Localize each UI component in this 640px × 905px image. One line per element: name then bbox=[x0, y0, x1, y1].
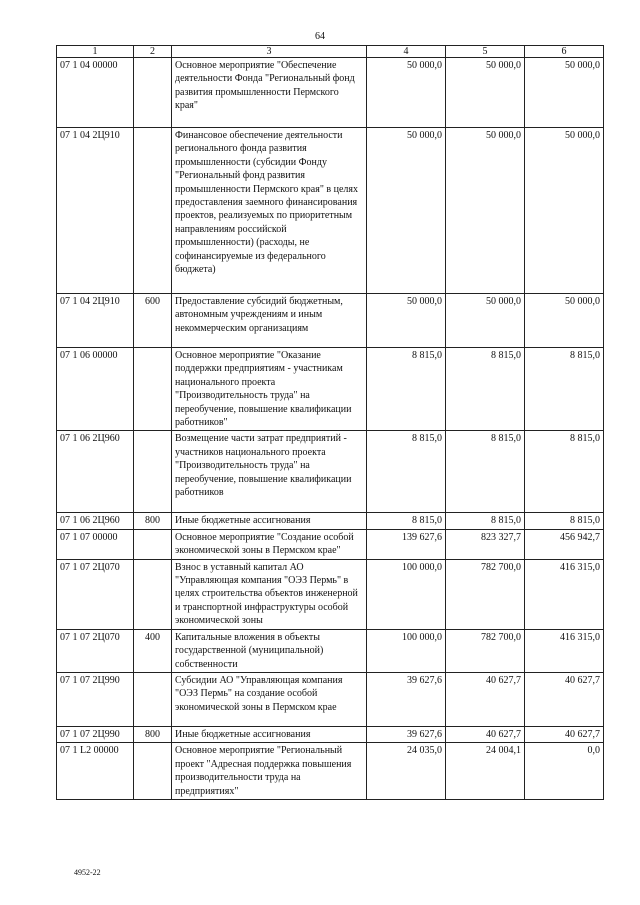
row-code: 07 1 07 2Ц990 bbox=[57, 672, 134, 726]
row-code: 07 1 06 2Ц960 bbox=[57, 431, 134, 513]
row-name: Капитальные вложения в объекты государственной (муниципальной) собственности bbox=[172, 629, 367, 672]
row-expense-type bbox=[134, 348, 172, 431]
row-expense-type bbox=[134, 529, 172, 559]
row-value-1: 39 627,6 bbox=[367, 672, 446, 726]
column-header-2: 2 bbox=[134, 46, 172, 58]
table-row bbox=[57, 672, 604, 726]
row-expense-type bbox=[134, 58, 172, 128]
column-header-5: 5 bbox=[446, 46, 525, 58]
column-header-6: 6 bbox=[525, 46, 604, 58]
row-value-1: 24 035,0 bbox=[367, 743, 446, 800]
table-row bbox=[57, 743, 604, 800]
row-value-3: 8 815,0 bbox=[525, 513, 604, 529]
table-row bbox=[57, 559, 604, 629]
row-value-1: 50 000,0 bbox=[367, 294, 446, 348]
row-value-3: 416 315,0 bbox=[525, 559, 604, 629]
row-value-2: 50 000,0 bbox=[446, 128, 525, 294]
row-value-2: 8 815,0 bbox=[446, 513, 525, 529]
column-header-3: 3 bbox=[172, 46, 367, 58]
row-value-2: 823 327,7 bbox=[446, 529, 525, 559]
row-code: 07 1 07 2Ц990 bbox=[57, 726, 134, 742]
table-row bbox=[57, 128, 604, 294]
row-value-2: 50 000,0 bbox=[446, 294, 525, 348]
row-code: 07 1 07 00000 bbox=[57, 529, 134, 559]
row-code: 07 1 07 2Ц070 bbox=[57, 559, 134, 629]
row-expense-type: 400 bbox=[134, 629, 172, 672]
row-value-1: 139 627,6 bbox=[367, 529, 446, 559]
row-name: Основное мероприятие "Создание особой экономической зоны в Пермском крае" bbox=[172, 529, 367, 559]
row-value-2: 8 815,0 bbox=[446, 348, 525, 431]
row-name: Основное мероприятие "Обеспечение деятельности Фонда "Региональный фонд развития промышленности Пермского края" bbox=[172, 58, 367, 128]
row-name: Основное мероприятие "Оказание поддержки предприятиям - участникам национального проекта "Производительность труда" на переобучение, повышение квалификации работников" bbox=[172, 348, 367, 431]
row-name: Иные бюджетные ассигнования bbox=[172, 726, 367, 742]
row-value-3: 0,0 bbox=[525, 743, 604, 800]
row-value-1: 8 815,0 bbox=[367, 513, 446, 529]
row-code: 07 1 04 2Ц910 bbox=[57, 294, 134, 348]
row-name: Субсидии АО "Управляющая компания "ОЭЗ Пермь" на создание особой экономической зоны в Пермском крае bbox=[172, 672, 367, 726]
row-name: Основное мероприятие "Региональный проект "Адресная поддержка повышения производительности труда на предприятиях" bbox=[172, 743, 367, 800]
row-value-2: 782 700,0 bbox=[446, 629, 525, 672]
table-row bbox=[57, 726, 604, 742]
row-value-3: 40 627,7 bbox=[525, 726, 604, 742]
row-expense-type bbox=[134, 672, 172, 726]
row-value-1: 8 815,0 bbox=[367, 348, 446, 431]
row-code: 07 1 04 00000 bbox=[57, 58, 134, 128]
row-value-3: 416 315,0 bbox=[525, 629, 604, 672]
row-value-2: 50 000,0 bbox=[446, 58, 525, 128]
table-row bbox=[57, 58, 604, 128]
row-code: 07 1 L2 00000 bbox=[57, 743, 134, 800]
row-value-2: 8 815,0 bbox=[446, 431, 525, 513]
table-row bbox=[57, 431, 604, 513]
column-header-4: 4 bbox=[367, 46, 446, 58]
table-row bbox=[57, 348, 604, 431]
row-value-1: 100 000,0 bbox=[367, 629, 446, 672]
row-value-2: 40 627,7 bbox=[446, 726, 525, 742]
row-value-2: 40 627,7 bbox=[446, 672, 525, 726]
row-code: 07 1 07 2Ц070 bbox=[57, 629, 134, 672]
row-expense-type bbox=[134, 431, 172, 513]
row-name: Иные бюджетные ассигнования bbox=[172, 513, 367, 529]
row-value-3: 50 000,0 bbox=[525, 294, 604, 348]
row-value-2: 24 004,1 bbox=[446, 743, 525, 800]
row-code: 07 1 06 00000 bbox=[57, 348, 134, 431]
row-value-3: 8 815,0 bbox=[525, 348, 604, 431]
row-value-3: 456 942,7 bbox=[525, 529, 604, 559]
column-header-1: 1 bbox=[57, 46, 134, 58]
row-expense-type bbox=[134, 128, 172, 294]
row-name: Финансовое обеспечение деятельности регионального фонда развития промышленности (субсидии Фонду "Региональный фонд развития промышленности Пермского края" в целях предоставления заемного финансирования проектов, реализуемых по приоритетным направлениям российской промышленности) (расходы, не софинансируемые из федерального бюджета) bbox=[172, 128, 367, 294]
table-row bbox=[57, 294, 604, 348]
page-number: 64 bbox=[315, 31, 325, 42]
row-name: Предоставление субсидий бюджетным, автономным учреждениям и иным некоммерческим организациям bbox=[172, 294, 367, 348]
row-expense-type: 600 bbox=[134, 294, 172, 348]
row-name: Возмещение части затрат предприятий - участников национального проекта "Производительность труда" на переобучение, повышение квалификации работников bbox=[172, 431, 367, 513]
row-code: 07 1 04 2Ц910 bbox=[57, 128, 134, 294]
table-header-row bbox=[57, 46, 604, 58]
row-expense-type: 800 bbox=[134, 513, 172, 529]
row-value-3: 40 627,7 bbox=[525, 672, 604, 726]
row-value-3: 50 000,0 bbox=[525, 58, 604, 128]
table-row bbox=[57, 513, 604, 529]
row-expense-type bbox=[134, 559, 172, 629]
row-value-1: 8 815,0 bbox=[367, 431, 446, 513]
budget-table bbox=[56, 45, 604, 800]
row-value-3: 8 815,0 bbox=[525, 431, 604, 513]
row-expense-type bbox=[134, 743, 172, 800]
row-expense-type: 800 bbox=[134, 726, 172, 742]
row-value-3: 50 000,0 bbox=[525, 128, 604, 294]
row-value-1: 50 000,0 bbox=[367, 128, 446, 294]
row-value-1: 39 627,6 bbox=[367, 726, 446, 742]
row-value-1: 100 000,0 bbox=[367, 559, 446, 629]
table-row bbox=[57, 529, 604, 559]
table-row bbox=[57, 629, 604, 672]
document-code: 4952-22 bbox=[74, 868, 101, 877]
row-value-1: 50 000,0 bbox=[367, 58, 446, 128]
row-name: Взнос в уставный капитал АО "Управляющая компания "ОЭЗ Пермь" в целях строительства объектов инженерной и транспортной инфраструктуры особой экономической зоны bbox=[172, 559, 367, 629]
row-value-2: 782 700,0 bbox=[446, 559, 525, 629]
row-code: 07 1 06 2Ц960 bbox=[57, 513, 134, 529]
